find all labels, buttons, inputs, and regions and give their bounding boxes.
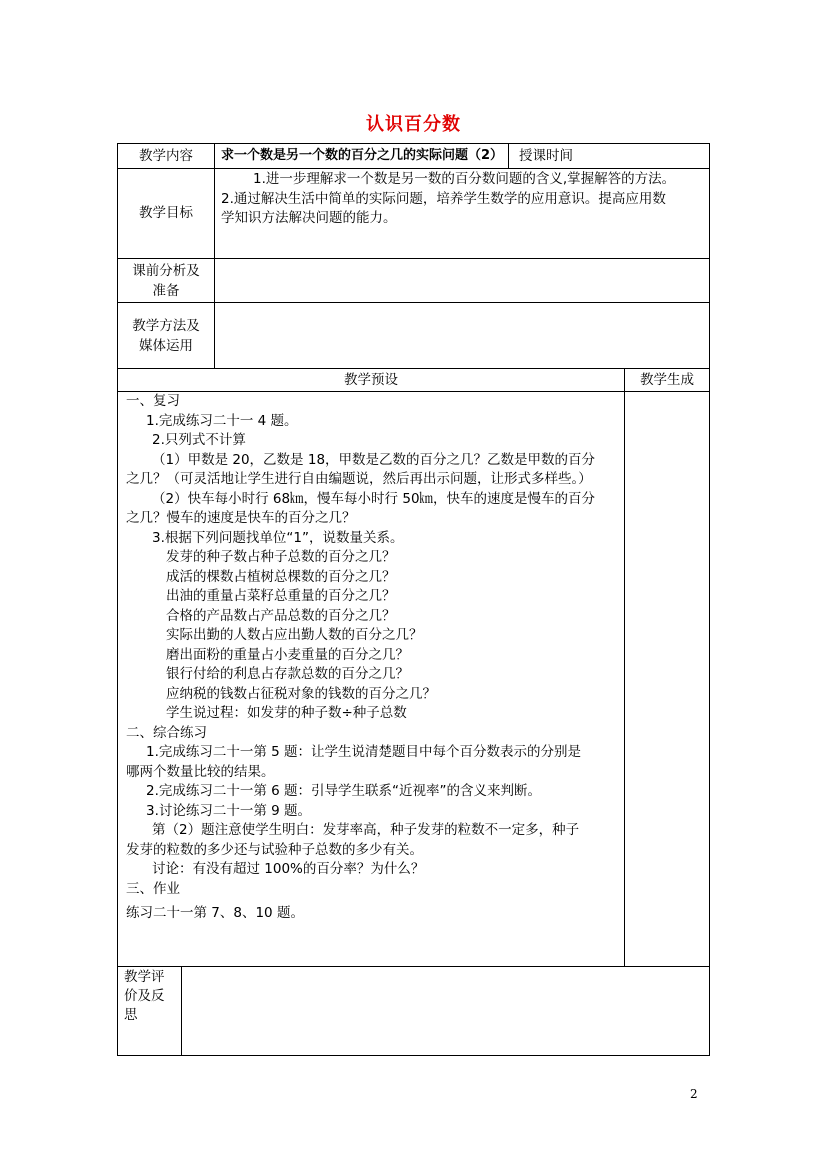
objective-line: 2.通过解决生活中简单的实际问题，培养学生数学的应用意识。提高应用数 bbox=[221, 190, 666, 207]
preparation-label: 课前分析及 准备 bbox=[132, 262, 200, 299]
section-heading: 二、综合练习 bbox=[126, 724, 207, 741]
lesson-plan-table bbox=[117, 143, 710, 1056]
methods-label: 教学方法及 媒体运用 bbox=[132, 317, 200, 354]
subject-label: 教学内容 bbox=[139, 148, 193, 164]
objective-line: 学知识方法解决问题的能力。 bbox=[221, 210, 397, 226]
class-time-label: 授课时间 bbox=[519, 148, 573, 164]
objectives-content bbox=[221, 170, 707, 229]
page-number: 2 bbox=[690, 1087, 698, 1101]
subject-content: 求一个数是另一个数的百分之几的实际问题（2） bbox=[221, 148, 504, 163]
teaching-outcome-header: 教学生成 bbox=[640, 372, 694, 388]
class-time-value bbox=[583, 144, 709, 168]
section-heading: 三、作业 bbox=[126, 880, 180, 897]
reflection-label: 教学评 价及反 思 bbox=[124, 969, 165, 1023]
document-title: 认识百分数 bbox=[366, 114, 461, 135]
objectives-label: 教学目标 bbox=[139, 205, 193, 221]
objective-line: 1.进一步理解求一个数是另一数的百分数问题的含义,掌握解答的方法。 bbox=[253, 171, 676, 187]
teaching-plan-header: 教学预设 bbox=[344, 372, 398, 388]
section-heading: 一、复习 bbox=[126, 393, 180, 409]
teaching-plan-body: 一、复习 1.完成练习二十一 4 题。 2.只列式不计算 （1）甲数是 20，乙数是 18，甲数是乙数的百分之几？乙数是甲数的百分 之几？（可灵活地让学生进行自由编题说，然后再出示问题，让形式多样些。） （2）快车每小时行 68㎞，慢车每小时行 50㎞，快车的速度是慢车的百分 之几？慢车的速度是快车的百分之几？ 3.根据下列问题找单位“1”，说数量关系。 发芽的种子数占种子总数的百分之几？ 成活的棵数占植树总棵数的百分之几？ 出油的重量占菜籽总重量的百分之几？ 合格的产品数占产品总数的百分之几？ 实际出勤的人数占应出勤人数的百分之几？ 磨出面粉的重量占小麦重量的百分之几？ 银行付给的利息占存款总数的百分之几？ 应纳税的钱数占征税对象的钱数的百分之几？ 学生说过程：如发芽的种子数÷种子总数 二、综合练习 1.完成练习二十一第 5 题：让学生说清楚题目中每个百分数表示的分别是 哪两个数量比较的结果。 2.完成练习二十一第 6 题：引导学生联系“近视率”的含义来判断。 3.讨论练习二十一第 9 题。 第（2）题注意使学生明白：发芽率高，种子发芽的粒数不一定多，种子 发芽的粒数的多少还与试验种子总数的多少有关。 讨论：有没有超过 100%的百分率？为什么？ 三、作业 练习二十一第 7、8、10 题。 bbox=[126, 392, 622, 924]
